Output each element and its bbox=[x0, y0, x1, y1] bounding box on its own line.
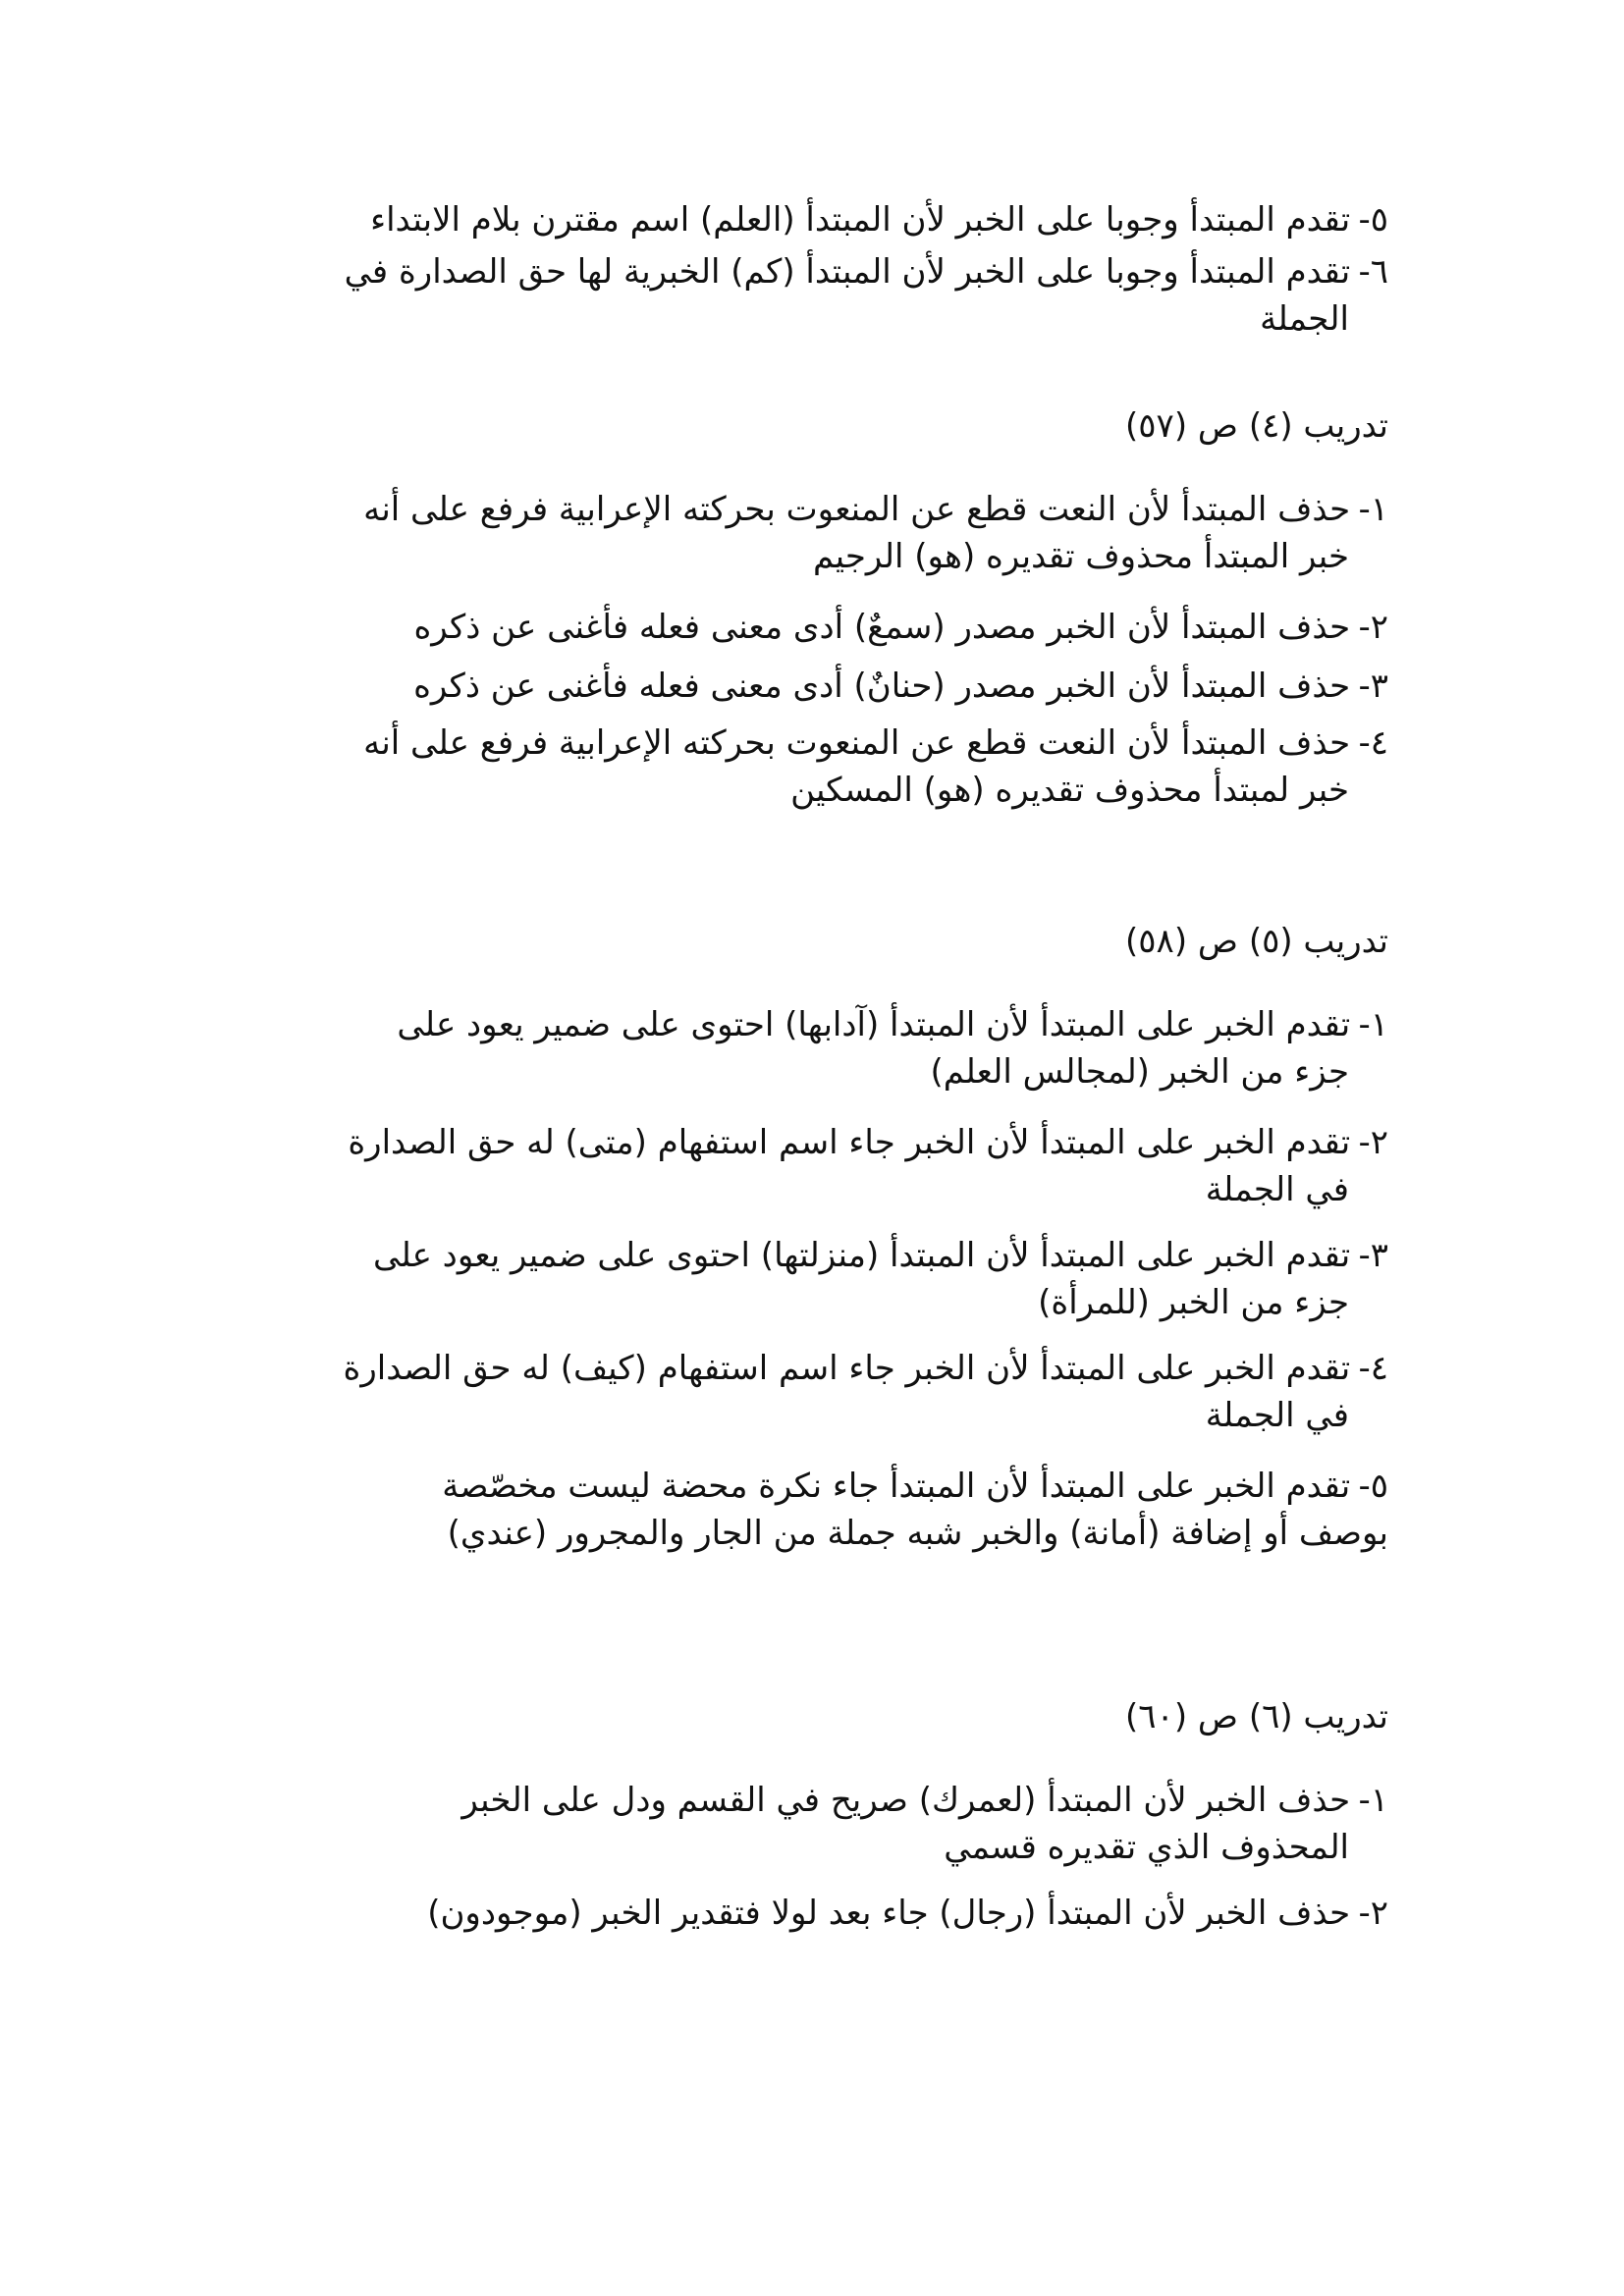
item-text-continued: جزء من الخبر (للمرأة) bbox=[1038, 1283, 1349, 1322]
item-number: ١- bbox=[1358, 1005, 1388, 1044]
list-item bbox=[427, 1890, 1388, 1937]
item-number: ١- bbox=[1358, 1781, 1388, 1820]
item-text: تقدم الخبر على المبتدأ لأن الخبر جاء اسم استفهام (متى) له حق الصدارة bbox=[348, 1123, 1351, 1162]
item-number: ٣- bbox=[1358, 1236, 1388, 1275]
list-item bbox=[363, 486, 1388, 580]
item-text-continued: بوصف أو إضافة (أمانة) والخبر شبه جملة من الجار والمجرور (عندي) bbox=[447, 1514, 1388, 1553]
item-text: تقدم الخبر على المبتدأ لأن المبتدأ (منزلتها) احتوى على ضمير يعود على bbox=[372, 1236, 1351, 1275]
item-number: ٥- bbox=[1358, 200, 1388, 240]
item-number: ٢- bbox=[1358, 608, 1388, 647]
item-text-continued: في الجملة bbox=[1205, 1170, 1349, 1209]
list-item bbox=[345, 248, 1388, 343]
item-number: ٥- bbox=[1358, 1467, 1388, 1506]
item-text: تقدم المبتدأ وجوبا على الخبر لأن المبتدأ (العلم) اسم مقترن بلام الابتداء bbox=[370, 200, 1351, 240]
item-number: ٤- bbox=[1358, 723, 1388, 763]
item-text: حذف المبتدأ لأن النعت قطع عن المنعوت بحركته الإعرابية فرفع على أنه bbox=[363, 723, 1351, 763]
item-text-continued: المحذوف الذي تقديره قسمي bbox=[944, 1828, 1349, 1867]
item-text-continued: الجملة bbox=[1260, 299, 1349, 339]
item-number: ٣- bbox=[1358, 667, 1388, 706]
item-text: حذف المبتدأ لأن الخبر مصدر (حنانٌ) أدى معنى فعله فأغنى عن ذكره bbox=[413, 667, 1351, 706]
list-item bbox=[373, 1232, 1388, 1326]
item-text: تقدم الخبر على المبتدأ لأن الخبر جاء اسم استفهام (كيف) له حق الصدارة bbox=[343, 1349, 1351, 1388]
list-item bbox=[397, 1001, 1388, 1095]
item-text-continued: خبر لمبتدأ محذوف تقديره (هو) المسكين bbox=[790, 771, 1349, 810]
item-number: ١- bbox=[1358, 490, 1388, 529]
item-text-continued: خبر المبتدأ محذوف تقديره (هو) الرجيم bbox=[812, 537, 1349, 576]
item-text: حذف المبتدأ لأن النعت قطع عن المنعوت بحركته الإعرابية فرفع على أنه bbox=[363, 490, 1351, 529]
list-item bbox=[370, 196, 1388, 243]
list-item bbox=[442, 1463, 1388, 1557]
item-number: ٢- bbox=[1358, 1123, 1388, 1162]
item-number: ٦- bbox=[1358, 252, 1388, 292]
section-heading: تدريب (٤) ص (٥٧) bbox=[1125, 406, 1388, 446]
item-text: حذف الخبر لأن المبتدأ (لعمرك) صريح في القسم ودل على الخبر bbox=[461, 1781, 1351, 1820]
item-number: ٤- bbox=[1358, 1349, 1388, 1388]
item-text: تقدم الخبر على المبتدأ لأن المبتدأ جاء نكرة محضة ليست مخصّصة bbox=[442, 1467, 1351, 1506]
list-item bbox=[348, 1119, 1388, 1213]
section-heading: تدريب (٦) ص (٦٠) bbox=[1125, 1697, 1388, 1736]
list-item bbox=[344, 1345, 1388, 1439]
item-text-continued: جزء من الخبر (لمجالس العلم) bbox=[930, 1052, 1349, 1092]
item-text: تقدم الخبر على المبتدأ لأن المبتدأ (آدابها) احتوى على ضمير يعود على bbox=[397, 1005, 1351, 1044]
list-item bbox=[413, 604, 1388, 651]
list-item bbox=[461, 1777, 1388, 1871]
item-text-continued: في الجملة bbox=[1205, 1396, 1349, 1435]
section-heading: تدريب (٥) ص (٥٨) bbox=[1125, 922, 1388, 961]
item-text: حذف المبتدأ لأن الخبر مصدر (سمعٌ) أدى معنى فعله فأغنى عن ذكره bbox=[413, 608, 1351, 647]
list-item bbox=[363, 720, 1388, 814]
item-text: تقدم المبتدأ وجوبا على الخبر لأن المبتدأ (كم) الخبرية لها حق الصدارة في bbox=[344, 252, 1351, 292]
item-number: ٢- bbox=[1358, 1894, 1388, 1933]
list-item bbox=[413, 663, 1388, 710]
item-text: حذف الخبر لأن المبتدأ (رجال) جاء بعد لولا فتقدير الخبر (موجودون) bbox=[427, 1894, 1351, 1933]
